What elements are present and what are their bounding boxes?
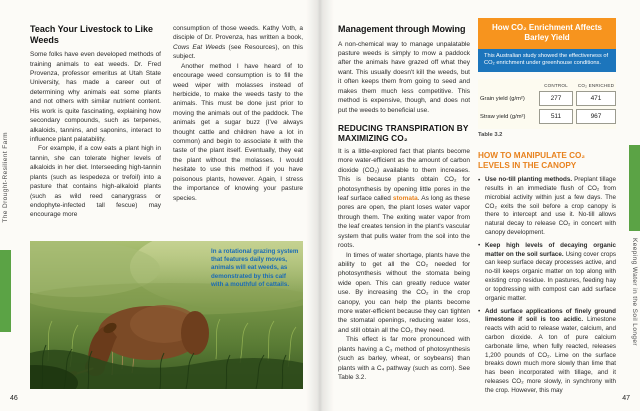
left-column-1 bbox=[30, 24, 161, 220]
section-title: Teach Your Livestock to Like Weeds bbox=[30, 24, 154, 45]
table-row bbox=[480, 91, 614, 106]
value-cell: 471 bbox=[576, 91, 616, 106]
paragraph: Another method I have heard of to encourage weed consumption is to fill the weed wiper with molasses instead of herbicide, to make the weeds tasty to the animals. This must be done just prior to moving the animals out of the paddock. The animals get a sugar buzz (I've always thought cattle and children have a lot in common) and begin to associate it with the taste of the plant itself. Eventually, they eat the plant without the molasses. I would hesitate to use this method if you have poisonous plants, however. Again, I stress the importance of knowing your pasture species. bbox=[173, 62, 303, 202]
column-header-control: CONTROL bbox=[544, 83, 568, 89]
paragraph: This effect is far more pronounced with plants having a C₃ method of photosynthesis (such as barley, wheat, or soybeans) than plants with a C₄ pathway (such as corn). See Table 3.2. bbox=[338, 336, 470, 382]
paragraph: In times of water shortage, plants have the ability to get all the CO₂ needed for photosynthesis without the stomata being wide open. This can greatly reduce water use. By increasing the CO₂ in the crop canopy, you can help the plants become more water-efficient because they can tighten the stomatal openings, reducing water loss, and still obtain all the CO₂ they need. bbox=[338, 251, 470, 334]
paragraph: For example, if a cow eats a plant high in tannin, she can tolerate higher levels of alkaloids in her diet. Interseeding high-tannin plants (such as lespedeza or trefoil) into a pasture that contains high-alkaloid plants (such as wild reed canarygrass or endophyte-infected tall fescue) may encourage more bbox=[30, 145, 161, 219]
value-cell: 277 bbox=[539, 91, 573, 106]
book-title-reference: Cows Eat Weeds bbox=[173, 43, 226, 51]
chapter-tab-left bbox=[0, 250, 11, 332]
page-number-left: 46 bbox=[10, 395, 18, 402]
paragraph: It is a little-explored fact that plants become more water-efficient as the amount of carbon dioxide (CO₂) available to them increases. This is because plants obtain CO₂ for photosynthesis by opening little pores in the leaf surface called stomata. As long as these pores are open, the plant loses water vapor through them. The exiting water vapor from the leaf creates tension in the plant's vascular system that pulls water from the soil into the roots. bbox=[338, 147, 470, 250]
book-title-spine: The Drought-Resilient Farm bbox=[2, 132, 9, 223]
photo-caption: In a rotational grazing system that features daily moves, animals will eat weeds, as demonstrated by this calf with a mouthful of cattails. bbox=[211, 248, 299, 288]
paragraph: consumption of those weeds. Kathy Voth, a disciple of Dr. Provenza, has written a book, Cows Eat Weeds (see Resources), on this subject. bbox=[173, 25, 303, 61]
right-column-1 bbox=[338, 24, 470, 382]
row-label: Grain yield (g/m²) bbox=[480, 95, 525, 102]
list-item: • Use no-till planting methods. Preplant tillage results in an immediate flush of CO₂ from microbial activity within just a few days. The CO₂ exits the soil before a crop canopy is there to intercept and use it. No-till allows natural decay to release CO₂ in concert with canopy development. bbox=[478, 176, 616, 238]
section-title: REDUCING TRANSPIRATION BY MAXIMIZING CO₂ bbox=[338, 122, 469, 143]
value-cell: 967 bbox=[576, 109, 616, 124]
list-item: • Add surface applications of finely ground limestone if soil is too acidic. Limestone reacts with acid to release water, calcium, and carbon dioxide. A ton of pure calcium carbonate lime, when fully reacted, releases 1,200 pounds of CO₂. Lime on the surface breaks down much more slowly than lime that has been incorporated with tillage, and it releases CO₂ more slowly, in synchrony with the crop. However, this may bbox=[478, 308, 616, 396]
barley-yield-sidebar bbox=[478, 18, 616, 400]
paragraph: A non-chemical way to manage unpalatable pasture weeds is simply to mow a paddock after the animals have grazed off what they want. This usually doesn't kill the weeds, but it often keeps them from going to seed and makes them much less competitive. This method is expensive, though, and does not put the weeds to beneficial use. bbox=[338, 40, 470, 114]
right-page bbox=[320, 0, 640, 411]
left-column-2 bbox=[173, 24, 303, 203]
sidebar-note-bar: This Australian study showed the effectiveness of CO₂ enrichment under greenhouse conditions. bbox=[478, 49, 616, 72]
list-item: • Keep high levels of decaying organic matter on the soil surface. Using cover crops can keep surface decay processes active, and no-till keeps organic matter on top along with existing crop residue. In pastures, feeding hay or topdressing with compost can add surface organic matter. bbox=[478, 242, 616, 304]
calf-pasture-photo bbox=[30, 241, 303, 389]
sidebar-title-box: How CO₂ Enrichment Affects Barley Yield bbox=[478, 18, 616, 49]
table-caption: Table 3.2 bbox=[478, 132, 503, 139]
table-row bbox=[480, 109, 614, 124]
howto-list bbox=[478, 176, 616, 396]
column-header-enriched: CO₂ ENRICHED bbox=[577, 83, 615, 89]
howto-heading: HOW TO MANIPULATE CO₂ LEVELS IN THE CANOPY bbox=[478, 151, 586, 171]
section-title: Management through Mowing bbox=[338, 24, 466, 34]
value-cell: 511 bbox=[539, 109, 573, 124]
stomata-link[interactable]: stomata bbox=[392, 195, 418, 202]
row-label: Straw yield (g/m²) bbox=[480, 113, 526, 120]
table-header-row bbox=[480, 83, 614, 88]
page-number-right: 47 bbox=[622, 395, 630, 402]
barley-yield-table bbox=[478, 79, 616, 129]
paragraph: Some folks have even developed methods of training animals to eat weeds. Dr. Fred Provenza, professor emeritus at Utah State University, has made a career out of determining why animals eat some plants and not others with similar nutrient content. His work is quite fascinating, explaining how secondary compounds, such as terpenes, alkaloids, tannins, and saponins, interact to influence plant palatability. bbox=[30, 51, 161, 144]
chapter-tab-right bbox=[629, 145, 640, 231]
chapter-title-spine: Keeping Water in the Soil Longer bbox=[631, 238, 638, 346]
